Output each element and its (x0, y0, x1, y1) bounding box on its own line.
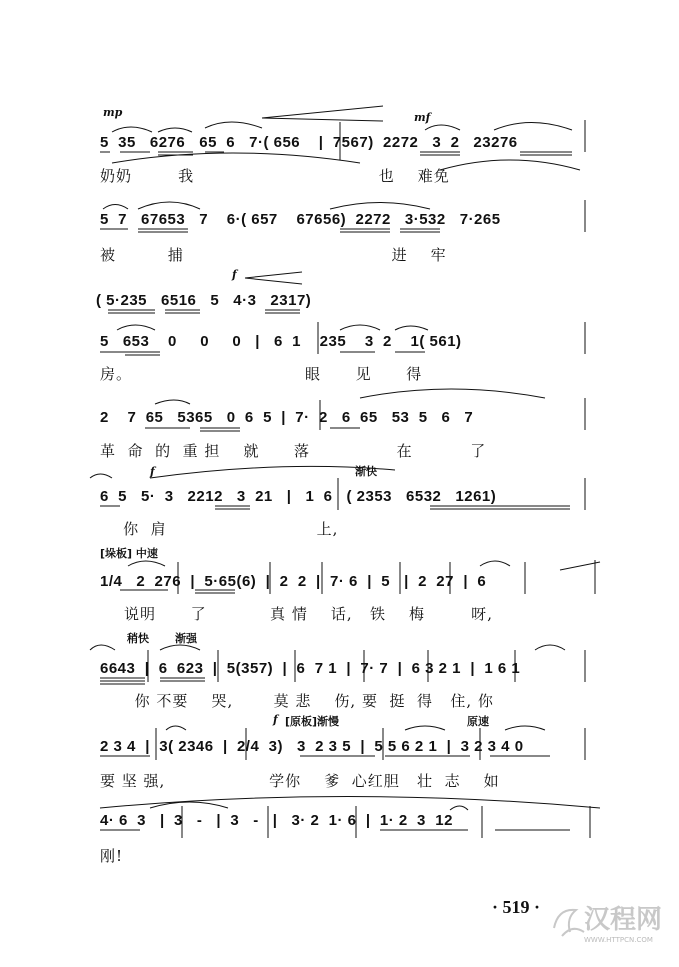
tempo-duoban: [垛板] 中速 (100, 547, 158, 560)
lyric-line-4: 房。 眼 见 得 (100, 365, 423, 383)
dynamic-f: f (232, 268, 237, 281)
lyric-line-5: 革 命 的 重 担 就 落 在 了 (100, 442, 487, 460)
lyric-line-10: 刚! (100, 847, 124, 865)
watermark-brand: 汉程网 (584, 905, 663, 935)
watermark-url: WWW.HTTPCN.COM (584, 936, 653, 944)
dynamic-mp: mp (103, 106, 123, 119)
lyric-line-8: 你 不要 哭, 莫 悲 伤, 要 挺 得 住, 你 (100, 692, 494, 710)
notation-line-1: 5 35 6276 65 6 7·( 656 | 7567) 2272 3 2 23276 (100, 134, 518, 151)
notation-line-10: 4· 6 3 | 3 - | 3 - | 3· 2 1· 6 | 1· 2 3 12 (100, 812, 453, 829)
notation-line-8: 6643 | 6 623 | 5(357) | 6 7 1 | 7· 7 | 6 3 2 1 | 1 6 1 (100, 660, 521, 677)
tempo-jiankuai: 渐快 (355, 465, 377, 478)
lyric-line-6: 你 肩 上, (100, 520, 339, 538)
dynamic-f-3: f (273, 713, 278, 726)
tempo-jianqiang: 渐强 (175, 632, 197, 645)
notation-line-4: 5 653 0 0 0 | 6 1 235 3 2 1( 561) (100, 333, 462, 350)
lyric-line-1: 奶奶 我 也 难免 (100, 167, 450, 185)
tempo-shaokuai: 稍快 (127, 632, 149, 645)
dynamic-f-2: f (150, 465, 155, 478)
notation-line-5: 2 7 65 5365 0 6 5 | 7· 2 6 65 53 5 6 7 (100, 409, 474, 426)
notation-line-2: 5 7 67653 7 6·( 657 67656) 2272 3·532 7·265 (100, 211, 501, 228)
tempo-yuansu: 原速 (467, 715, 489, 728)
notation-line-7: 1/4 2 276 | 5·65(6) | 2 2 | 7· 6 | 5 | 2 27 | 6 (100, 573, 487, 590)
tempo-yuanban: [原板]渐慢 (285, 715, 340, 728)
lyric-line-2: 被 捕 进 牢 (100, 246, 447, 264)
lyric-line-9: 要 坚 强, 学你 爹 心红胆 壮 志 如 (100, 772, 500, 790)
notation-line-9: 2 3 4 | 3( 2346 | 2/4 3) 3 2 3 5 | 5 5 6 2 1 | 3 2 3 4 0 (100, 738, 524, 755)
notation-line-3: ( 5·235 6516 5 4·3 2317) (96, 292, 312, 309)
dynamic-mf: mf (414, 111, 431, 124)
page-number: · 519 · (492, 897, 541, 917)
lyric-line-7: 说明 了 真 情 话, 铁 梅 呀, (124, 605, 493, 623)
notation-line-6: 6 5 5· 3 2212 3 21 | 1 6 ( 2353 6532 1261) (100, 488, 497, 505)
watermark-logo (548, 898, 668, 946)
